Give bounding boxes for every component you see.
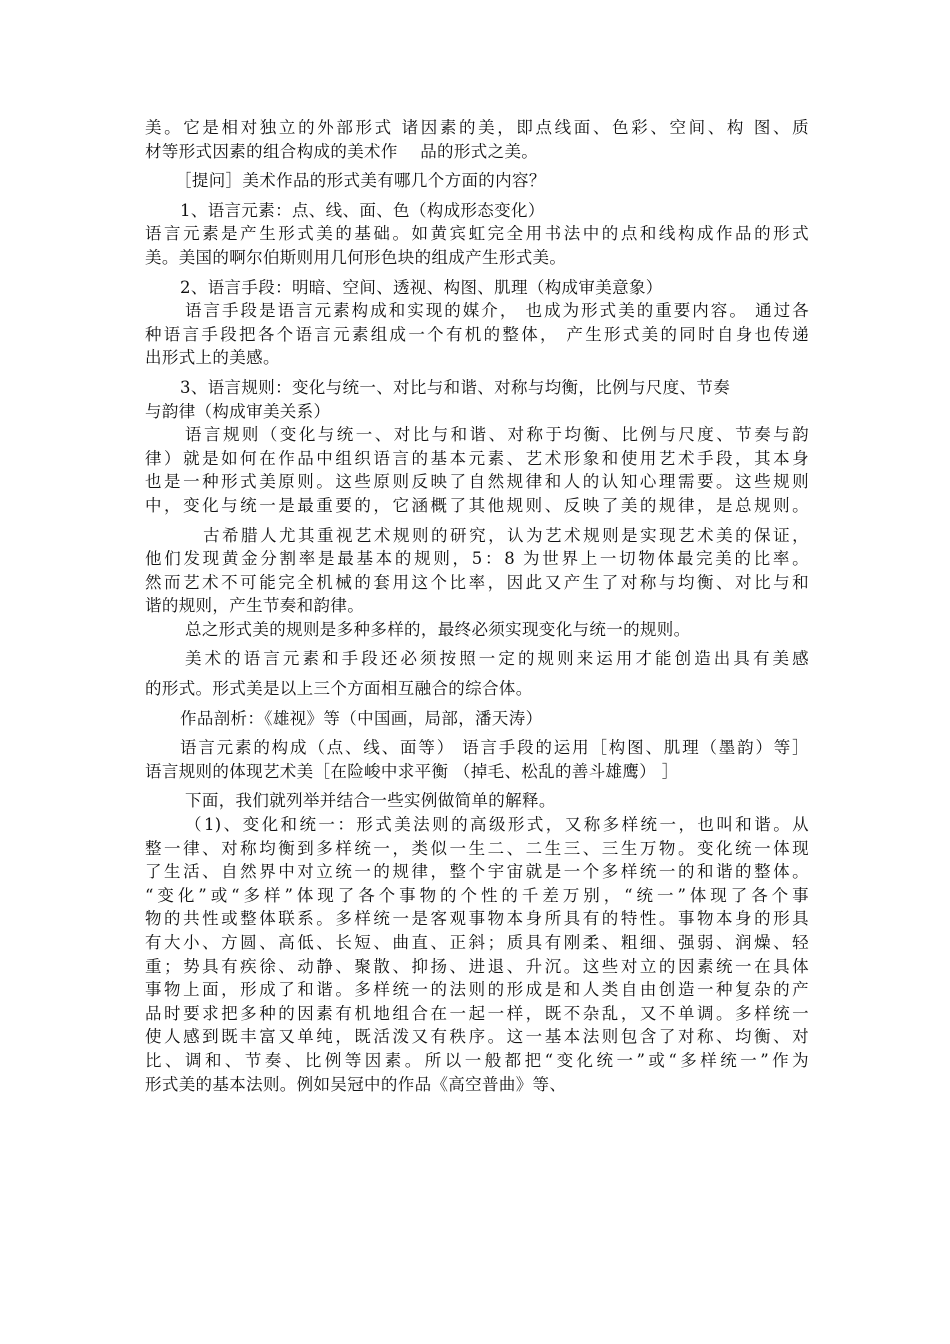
text-line-10: 出形式上的美感。 [145,348,280,368]
text-line-12: 与韵律（构成审美关系） [145,401,331,421]
text-line-25: 语言元素的构成（点、线、面等） 语言手段的运用［构图、肌理（墨韵）等］ [180,738,809,758]
text-line-14: 律）就是如何在作品中组织语言的基本元素、艺术形象和使用艺术手段，其本身 [145,448,809,468]
artwork-analysis-line: 作品剖析：《雄视》等（中国画，局部，潘天涛） [180,708,543,728]
section-heading-variety-unity: （1)、变化和统一：形式美法则的高级形式，又称多样统一，也叫和谐。从 [185,815,809,835]
text-line-20: 谐的规则，产生节奏和韵律。 [145,596,365,616]
text-line-34: 重；势具有疾徐、动静、聚散、抑扬、进退、升沉。这些对立的因素统一在具体 [145,956,809,976]
text-line-19: 然而艺术不可能完全机械的套用这个比率，因此又产生了对称与均衡、对比与和 [145,572,809,592]
text-line-17: 古希腊人尤其重视艺术规则的研究，认为艺术规则是实现艺术美的保证， [203,525,809,545]
text-line-35: 事物上面，形成了和谐。多样统一的法则的形成是和人类自由创造一种复杂的产 [145,980,809,1000]
text-line-26: 语言规则的体现艺术美［在险峻中求平衡 （掉毛、松乱的善斗雄鹰） ］ [145,761,679,781]
text-line-16: 中，变化与统一是最重要的，它涵概了其他规则、反映了美的规律，是总规则。 [145,495,809,515]
text-line-21: 总之形式美的规则是多种多样的，最终必须实现变化与统一的规则。 [185,619,691,639]
text-line-2: 材等形式因素的组合构成的美术作 品的形式之美。 [145,141,539,161]
text-line-13: 语言规则（变化与统一、对比与和谐、对称于均衡、比例与尺度、节奏与韵 [185,425,809,445]
heading-language-means: 2、语言手段：明暗、空间、透视、构图、肌理（构成审美意象） [180,277,663,297]
text-line-30: 了生活、自然界中对立统一的规律，整个宇宙就是一个多样统一的和谐的整体。 [145,862,809,882]
question-line: ［提问］美术作品的形式美有哪几个方面的内容？ [175,171,546,191]
text-line-6: 美。美国的啊尔伯斯则用几何形色块的组成产生形式美。 [145,247,567,267]
heading-language-rules: 3、语言规则：变化与统一、对比与和谐、对称与均衡，比例与尺度、节奏 [180,377,731,397]
text-line-36: 品时要求把多种的因素有机地组合在一起一样，既不杂乱，又不单调。多样统一 [145,1003,809,1023]
text-line-22: 美术的语言元素和手段还必须按照一定的规则来运用才能创造出具有美感 [185,649,809,669]
text-line-29: 整一律、对称均衡到多样统一，类似一生二、二生三、三生万物。变化统一体现 [145,838,809,858]
text-line-33: 有大小、方圆、高低、长短、曲直、正斜；质具有刚柔、粗细、强弱、润燥、轻 [145,933,809,952]
text-line-8: 语言手段是语言元素构成和实现的媒介， 也成为形式美的重要内容。 通过各 [185,301,809,321]
document-page [145,116,809,1096]
text-line-27: 下面，我们就列举并结合一些实例做简单的解释。 [185,791,556,811]
text-line-18: 他们发现黄金分割率是最基本的规则，5：8 为世界上一切物体最完美的比率。 [145,549,809,569]
text-line-38: 比、调和、节奏、比例等因素。所以一般都把“变化统一”或“多样统一”作为 [145,1050,809,1070]
text-line-39: 形式美的基本法则。例如吴冠中的作品《高空普曲》等、 [145,1074,567,1094]
text-line-1: 美。它是相对独立的外部形式 诸因素的美，即点线面、色彩、空间、构 图、质 [145,118,809,137]
text-line-23: 的形式。形式美是以上三个方面相互融合的综合体。 [145,679,533,699]
text-line-37: 使人感到既丰富又单纯，既活泼又有秩序。这一基本法则包含了对称、均衡、对 [145,1027,809,1047]
heading-language-elements: 1、语言元素：点、线、面、色（构成形态变化） [180,200,545,220]
text-line-9: 种语言手段把各个语言元素组成一个有机的整体， 产生形式美的同时自身也传递 [145,324,809,344]
text-line-32: 物的共性或整体联系。多样统一是客观事物本身所具有的特性。事物本身的形具 [145,909,809,929]
text-line-31: “变化”或“多样”体现了各个事物的个性的千差万别，“统一”体现了各个事 [145,885,809,905]
text-line-5: 语言元素是产生形式美的基础。如黄宾虹完全用书法中的点和线构成作品的形式 [145,224,809,244]
text-line-15: 也是一种形式美原则。这些原则反映了自然规律和人的认知心理需要。这些规则 [145,472,809,492]
